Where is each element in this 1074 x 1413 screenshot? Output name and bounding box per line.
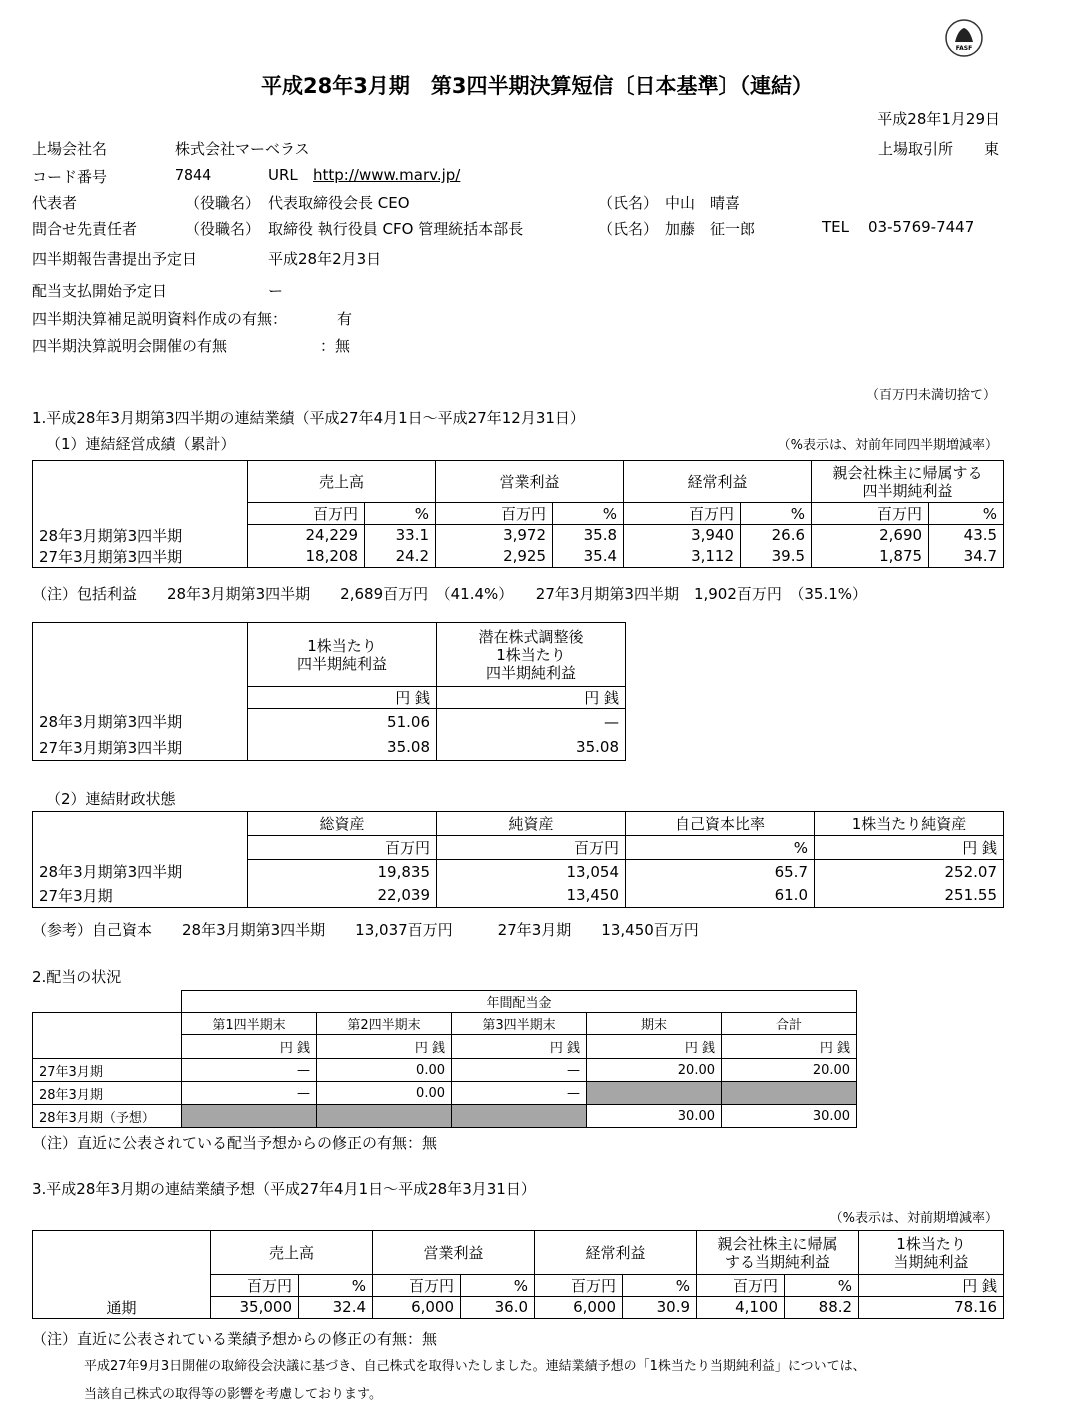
value-cell: 252.07 xyxy=(815,860,1004,884)
supp-material: 有 xyxy=(337,310,353,328)
header-net-income xyxy=(812,461,1004,503)
unit-cell: 百万円 xyxy=(373,1275,461,1297)
unit-cell: % xyxy=(623,1275,697,1297)
value-cell: — xyxy=(182,1059,317,1082)
value-cell: 88.2 xyxy=(785,1297,859,1319)
header-blank xyxy=(33,461,248,503)
header-q2: 第2四半期末 xyxy=(317,1013,452,1035)
value-cell: 65.7 xyxy=(626,860,815,884)
exchange: 東 xyxy=(984,140,1000,158)
value-cell: 26.6 xyxy=(741,525,812,546)
value-cell: 251.55 xyxy=(815,884,1004,908)
header-diluted-eps xyxy=(437,623,626,687)
url-label: URL xyxy=(268,166,298,184)
section2-title: 2.配当の状況 xyxy=(32,968,122,986)
value-cell: 35.8 xyxy=(553,525,624,546)
unit-blank xyxy=(33,1275,211,1297)
value-cell: 6,000 xyxy=(535,1297,623,1319)
unit-cell: 百万円 xyxy=(812,503,929,525)
exchange-label: 上場取引所 xyxy=(878,140,954,158)
value-cell: 13,054 xyxy=(437,860,626,884)
header-year-end: 期末 xyxy=(587,1013,722,1035)
code-label: コード番号 xyxy=(32,168,108,186)
value-cell: 3,972 xyxy=(436,525,553,546)
forecast-remark-line2: 当該自己株式の取得等の影響を考慮しております。 xyxy=(84,1387,382,1402)
header-q1: 第1四半期末 xyxy=(182,1013,317,1035)
dividend-revision-note: （注）直近に公表されている配当予想からの修正の有無：無 xyxy=(32,1134,438,1152)
header-blank xyxy=(33,623,248,687)
value-cell: 30.00 xyxy=(722,1105,857,1128)
contact-label: 問合せ先責任者 xyxy=(32,220,138,238)
unit-cell: % xyxy=(365,503,436,525)
shaded-cell xyxy=(317,1105,452,1128)
value-cell: — xyxy=(452,1082,587,1105)
shaded-cell xyxy=(452,1105,587,1128)
contact-title: 取締役 執行役員 CFO 管理統括本部長 xyxy=(268,220,524,238)
unit-cell: % xyxy=(785,1275,859,1297)
value-cell: — xyxy=(452,1059,587,1082)
value-cell: 22,039 xyxy=(248,884,437,908)
report-submit-date: 平成28年2月3日 xyxy=(268,250,382,268)
value-cell: — xyxy=(182,1082,317,1105)
value-cell: 2,690 xyxy=(812,525,929,546)
header-net-income xyxy=(697,1231,859,1275)
financial-position-table xyxy=(32,811,1004,908)
svg-text:FASF: FASF xyxy=(955,45,973,52)
report-submit-label: 四半期報告書提出予定日 xyxy=(32,250,198,268)
unit-cell: 百万円 xyxy=(248,836,437,860)
unit-cell: % xyxy=(741,503,812,525)
forecast-revision-note: （注）直近に公表されている業績予想からの修正の有無：無 xyxy=(32,1330,438,1348)
table-row xyxy=(33,546,1004,568)
value-cell: 39.5 xyxy=(741,546,812,568)
table-row xyxy=(33,860,1004,884)
eps-table xyxy=(32,622,626,761)
value-cell: 30.9 xyxy=(623,1297,697,1319)
unit-cell: 円 銭 xyxy=(452,1035,587,1059)
value-cell: 61.0 xyxy=(626,884,815,908)
unit-cell: 百万円 xyxy=(437,836,626,860)
company-name: 株式会社マーベラス xyxy=(175,140,310,158)
rep-label: 代表者 xyxy=(32,194,78,212)
value-cell: 35.4 xyxy=(553,546,624,568)
row-label: 28年3月期 xyxy=(33,1082,182,1105)
header-ordinary-income: 経常利益 xyxy=(535,1231,697,1275)
value-cell: 3,112 xyxy=(624,546,741,568)
section3-title: 3.平成28年3月期の連結業績予想（平成27年4月1日～平成28年3月31日） xyxy=(32,1180,536,1198)
value-cell: 0.00 xyxy=(317,1082,452,1105)
section1-sub2: （2）連結財政状態 xyxy=(46,790,176,808)
unit-cell: 円 銭 xyxy=(437,687,626,709)
forecast-remark-line1: 平成27年9月3日開催の取締役会決議に基づき、自己株式を取得いたしました。連結業績予想の「1株当たり当期純利益」については、 xyxy=(84,1359,866,1374)
table-row xyxy=(33,884,1004,908)
contact-name: 加藤 征一郎 xyxy=(665,220,756,238)
unit-cell: % xyxy=(553,503,624,525)
shaded-cell xyxy=(182,1105,317,1128)
dividend-table xyxy=(32,990,857,1128)
value-cell: — xyxy=(437,709,626,735)
value-cell: 4,100 xyxy=(697,1297,785,1319)
row-label: 28年3月期第3四半期 xyxy=(33,860,248,884)
shaded-cell xyxy=(587,1082,722,1105)
header-blank xyxy=(33,1013,182,1035)
unit-cell: 円 銭 xyxy=(317,1035,452,1059)
header-net-assets: 純資産 xyxy=(437,812,626,836)
row-label: 通期 xyxy=(33,1297,211,1319)
row-label: 27年3月期 xyxy=(33,884,248,908)
value-cell: 51.06 xyxy=(248,709,437,735)
row-label: 27年3月期第3四半期 xyxy=(33,735,248,761)
url-link[interactable]: http://www.marv.jp/ xyxy=(313,166,461,184)
rep-name-label: （氏名） xyxy=(598,194,659,212)
row-label: 27年3月期第3四半期 xyxy=(33,546,248,568)
header-bps: 1株当たり純資産 xyxy=(815,812,1004,836)
unit-cell: % xyxy=(626,836,815,860)
header-operating-income: 営業利益 xyxy=(373,1231,535,1275)
header-eps xyxy=(248,623,437,687)
unit-cell: 円 銭 xyxy=(859,1275,1004,1297)
forecast-table xyxy=(32,1230,1004,1319)
header-blank xyxy=(33,812,248,836)
header-net-income-line2: する当期純利益 xyxy=(725,1252,831,1271)
value-cell: 35.08 xyxy=(248,735,437,761)
unit-cell: 円 銭 xyxy=(587,1035,722,1059)
supp-material-label: 四半期決算補足説明資料作成の有無： xyxy=(32,310,288,328)
fasf-logo-icon xyxy=(944,18,984,58)
code: 7844 xyxy=(175,166,212,184)
value-cell: 19,835 xyxy=(248,860,437,884)
section1-pct-note: （%表示は、対前年同四半期増減率） xyxy=(777,438,998,453)
dividend-start-label: 配当支払開始予定日 xyxy=(32,282,168,300)
value-cell: 35,000 xyxy=(211,1297,299,1319)
unit-cell: 百万円 xyxy=(535,1275,623,1297)
unit-blank xyxy=(33,1035,182,1059)
table-row xyxy=(33,1059,857,1082)
value-cell: 35.08 xyxy=(437,735,626,761)
header-total: 合計 xyxy=(722,1013,857,1035)
dividend-start: ー xyxy=(268,282,284,300)
unit-cell: % xyxy=(929,503,1004,525)
value-cell: 78.16 xyxy=(859,1297,1004,1319)
value-cell: 34.7 xyxy=(929,546,1004,568)
report-date: 平成28年1月29日 xyxy=(877,110,1000,128)
header-sales: 売上高 xyxy=(211,1231,373,1275)
header-operating-income: 営業利益 xyxy=(436,461,624,503)
unit-cell: 円 銭 xyxy=(722,1035,857,1059)
header-q3: 第3四半期末 xyxy=(452,1013,587,1035)
unit-blank xyxy=(33,503,248,525)
value-cell: 32.4 xyxy=(299,1297,373,1319)
company-name-label: 上場会社名 xyxy=(32,140,108,158)
rep-title: 代表取締役会長 CEO xyxy=(268,194,410,212)
header-eps xyxy=(859,1231,1004,1275)
section3-pct-note: （%表示は、対前期増減率） xyxy=(829,1211,998,1226)
table-row xyxy=(33,709,626,735)
value-cell: 3,940 xyxy=(624,525,741,546)
table-row xyxy=(33,1082,857,1105)
rep-name: 中山 晴喜 xyxy=(665,194,741,212)
briefing-label: 四半期決算説明会開催の有無 xyxy=(32,337,228,355)
contact-name-label: （氏名） xyxy=(598,220,659,238)
operating-results-table xyxy=(32,460,1004,568)
unit-cell: 円 銭 xyxy=(248,687,437,709)
contact-title-label: （役職名） xyxy=(185,220,261,238)
header-net-income-line1: 親会社株主に帰属する xyxy=(832,463,983,482)
value-cell: 2,925 xyxy=(436,546,553,568)
row-label: 27年3月期 xyxy=(33,1059,182,1082)
comprehensive-income-note: （注）包括利益 28年3月期第3四半期 2,689百万円 （41.4%） 27年3月期第3四半期 1,902百万円 （35.1%） xyxy=(32,585,868,603)
header-eps-line1: 1株当たり xyxy=(896,1234,966,1253)
value-cell: 1,875 xyxy=(812,546,929,568)
table-row xyxy=(33,525,1004,546)
header-net-income-line1: 親会社株主に帰属 xyxy=(717,1234,838,1253)
value-cell: 13,450 xyxy=(437,884,626,908)
briefing: ：無 xyxy=(320,337,351,355)
value-cell: 36.0 xyxy=(461,1297,535,1319)
header-total-assets: 総資産 xyxy=(248,812,437,836)
value-cell: 33.1 xyxy=(365,525,436,546)
section1-sub1: （1）連結経営成績（累計） xyxy=(46,435,236,453)
unit-note: （百万円未満切捨て） xyxy=(865,388,996,403)
shaded-cell xyxy=(722,1082,857,1105)
row-label: 28年3月期第3四半期 xyxy=(33,709,248,735)
equity-reference-note: （参考）自己資本 28年3月期第3四半期 13,037百万円 27年3月期 13,450百万円 xyxy=(32,921,699,939)
header-diluted-eps-line1: 潜在株式調整後 xyxy=(478,627,584,646)
unit-cell: 百万円 xyxy=(697,1275,785,1297)
header-equity-ratio: 自己資本比率 xyxy=(626,812,815,836)
header-annual-dividend: 年間配当金 xyxy=(182,991,857,1013)
value-cell: 18,208 xyxy=(248,546,365,568)
unit-cell: 百万円 xyxy=(624,503,741,525)
header-sales: 売上高 xyxy=(248,461,436,503)
value-cell: 43.5 xyxy=(929,525,1004,546)
tel: 03-5769-7447 xyxy=(868,218,975,236)
rep-title-label: （役職名） xyxy=(185,194,261,212)
table-row xyxy=(33,735,626,761)
tel-label: TEL xyxy=(822,218,849,236)
row-label: 28年3月期第3四半期 xyxy=(33,525,248,546)
value-cell: 24.2 xyxy=(365,546,436,568)
header-blank xyxy=(33,991,182,1013)
unit-cell: 円 銭 xyxy=(815,836,1004,860)
header-eps-line2: 四半期純利益 xyxy=(296,654,387,673)
value-cell: 24,229 xyxy=(248,525,365,546)
header-blank xyxy=(33,1231,211,1275)
value-cell: 0.00 xyxy=(317,1059,452,1082)
header-net-income-line2: 四半期純利益 xyxy=(862,481,953,500)
header-ordinary-income: 経常利益 xyxy=(624,461,812,503)
value-cell: 20.00 xyxy=(722,1059,857,1082)
unit-cell: 百万円 xyxy=(211,1275,299,1297)
unit-cell: % xyxy=(461,1275,535,1297)
header-diluted-eps-line2: 1株当たり xyxy=(496,645,566,664)
table-row xyxy=(33,1105,857,1128)
unit-cell: 百万円 xyxy=(436,503,553,525)
page-title: 平成28年3月期 第3四半期決算短信〔日本基準〕（連結） xyxy=(261,74,813,98)
unit-blank xyxy=(33,836,248,860)
value-cell: 6,000 xyxy=(373,1297,461,1319)
unit-cell: 円 銭 xyxy=(182,1035,317,1059)
header-eps-line1: 1株当たり xyxy=(307,636,377,655)
unit-cell: 百万円 xyxy=(248,503,365,525)
unit-cell: % xyxy=(299,1275,373,1297)
value-cell: 30.00 xyxy=(587,1105,722,1128)
value-cell: 20.00 xyxy=(587,1059,722,1082)
table-row xyxy=(33,1297,1004,1319)
header-diluted-eps-line3: 四半期純利益 xyxy=(485,663,576,682)
header-eps-line2: 当期純利益 xyxy=(893,1252,969,1271)
row-label: 28年3月期（予想） xyxy=(33,1105,182,1128)
unit-blank xyxy=(33,687,248,709)
section1-title: 1.平成28年3月期第3四半期の連結業績（平成27年4月1日～平成27年12月31日） xyxy=(32,409,585,427)
